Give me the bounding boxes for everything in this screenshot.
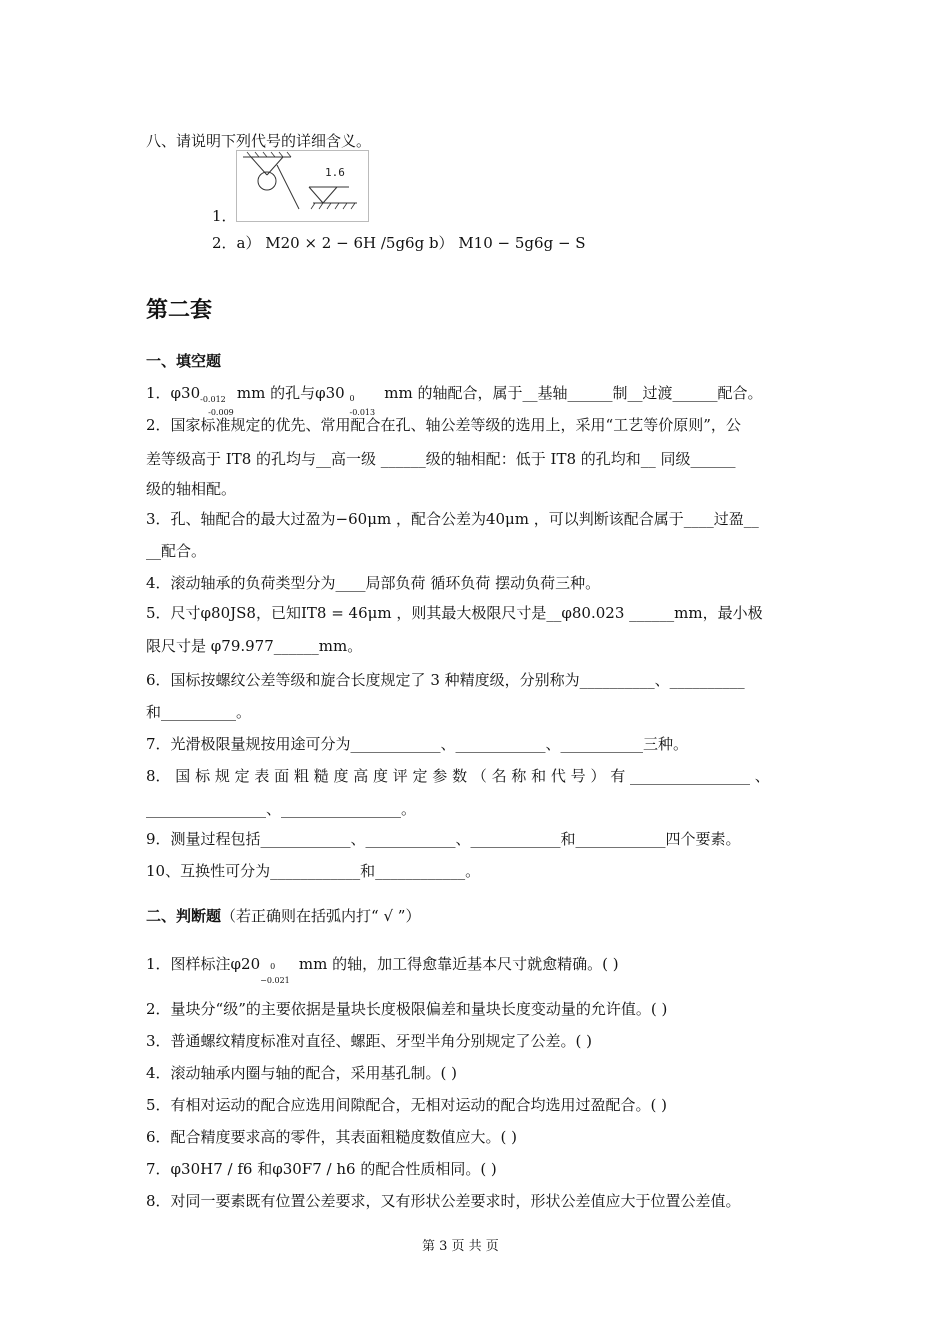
fill-q3-line2: __配合。 [146,542,207,560]
judge-q1 [146,954,619,985]
judge-q7: 7．φ30H7 / f6 和φ30F7 / h6 的配合性质相同。( ) [146,1160,497,1178]
roughness-symbol-figure [236,150,369,222]
judge-q5: 5．有相对运动的配合应选用间隙配合，无相对运动的配合均选用过盈配合。( ) [146,1096,668,1114]
q8-item2: 2．a） M20 × 2 − 6H /5g6g b） M10 − 5g6g − S [212,234,586,252]
judge-q1-lower-deviation: −0.021 [260,976,290,985]
fill-q1-post: mm 的轴配合，属于__基轴______制__过渡______配合。 [379,384,763,402]
judge-q1-pre: 1．图样标注φ20 [146,955,261,973]
q8-title: 八、请说明下列代号的详细含义。 [146,132,372,150]
fill-q1-upper-deviation: -0.012 [200,395,226,404]
judge-heading-row [146,906,420,926]
fill-q1 [146,383,763,417]
judge-heading-note: （若正确则在括弧内打“ √ ”） [221,907,421,925]
fill-q1-shaft-upper: 0 [349,394,355,403]
fill-q9: 9．测量过程包括____________、____________、____________和____________四个要素。 [146,830,741,848]
fill-q8-line2: ________________、________________。 [146,800,417,818]
fill-q2-line2: 差等级高于 IT8 的孔均与__高一级 ______级的轴相配：低于 IT8 的孔均和__ 同级______ [146,450,736,468]
fill-q2-line3: 级的轴相配。 [146,480,237,498]
fill-q1-mid: mm 的孔与φ30 [232,384,350,402]
fill-q1-shaft-lower: -0.013 [349,408,376,417]
fill-q2-line1: 2．国家标准规定的优先、常用配合在孔、轴公差等级的选用上，采用“工艺等价原则”，公 [146,416,741,434]
fill-q10: 10、互换性可分为____________和____________。 [146,862,481,880]
fill-q7: 7．光滑极限量规按用途可分为____________、____________、___________三种。 [146,735,689,753]
judge-heading: 二、判断题 [146,907,222,925]
svg-text:1.6: 1.6 [325,166,345,179]
fill-q3-line1: 3．孔、轴配合的最大过盈为−60μm ，配合公差为40μm ，可以判断该配合属于____过盈__ [146,510,759,528]
set2-title: 第二套 [146,298,213,323]
q8-item1-number: 1． [212,207,237,225]
judge-q4: 4．滚动轴承内圈与轴的配合，采用基孔制。( ) [146,1064,458,1082]
judge-q1-upper-deviation: 0 [270,962,276,971]
fill-q5-line2: 限尺寸是 φ79.977______mm。 [146,637,363,655]
fill-q6-line2: 和__________。 [146,703,252,721]
judge-q6: 6．配合精度要求高的零件，其表面粗糙度数值应大。( ) [146,1128,518,1146]
fill-heading: 一、填空题 [146,352,222,370]
judge-q3: 3．普通螺纹精度标准对直径、螺距、牙型半角分别规定了公差。( ) [146,1032,593,1050]
page-footer: 第 3 页 共 页 [422,1239,499,1254]
fill-q4: 4．滚动轴承的负荷类型分为____局部负荷 循环负荷 摆动负荷三种。 [146,574,601,592]
judge-q8: 8．对同一要素既有位置公差要求，又有形状公差要求时，形状公差值应大于位置公差值。 [146,1192,741,1210]
surface-roughness-icon [237,151,368,221]
fill-q5-line1: 5．尺寸φ80JS8，已知IT8 = 46μm ，则其最大极限尺寸是__φ80.023 ______mm，最小极 [146,604,763,622]
fill-q8-line1: 8． 国 标 规 定 表 面 粗 糙 度 高 度 评 定 参 数 （ 名 称 和 代 号 ） 有 ________________ 、 [146,767,770,785]
fill-q1-lower-deviation: -0.009 [208,408,234,417]
judge-q1-post: mm 的轴，加工得愈靠近基本尺寸就愈精确。( ) [294,955,619,973]
fill-q6-line1: 6．国标按螺纹公差等级和旋合长度规定了 3 种精度级，分别称为__________、__________ [146,671,745,689]
fill-q1-pre: 1．φ30 [146,384,201,402]
judge-q2: 2．量块分“级”的主要依据是量块长度极限偏差和量块长度变动量的允许值。( ) [146,1000,668,1018]
